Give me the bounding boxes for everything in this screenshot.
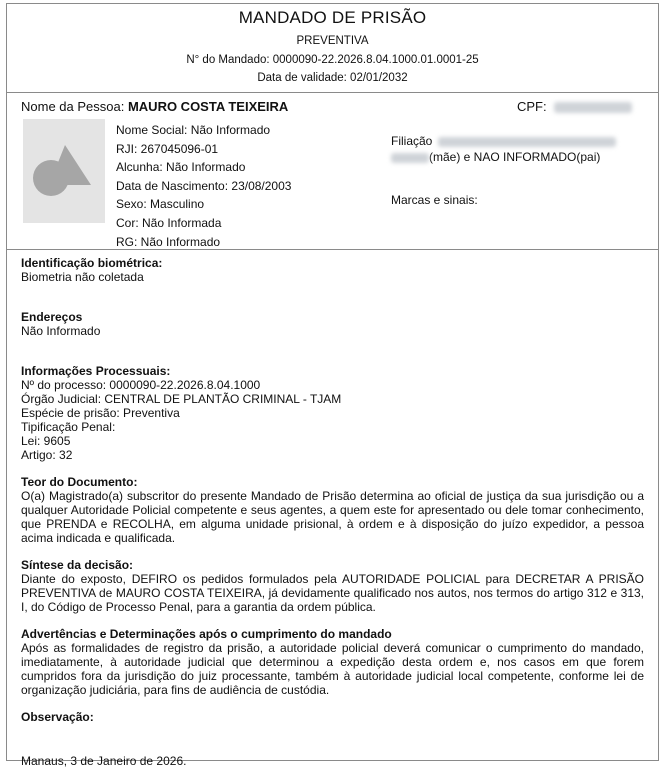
sintese-text: Diante do exposto, DEFIRO os pedidos formulados pela AUTORIDADE POLICIAL para DECRETAR A PRISÃO PREVENTIVA de MAURO COSTA TEIXEIRA, já devidamente qualificado nos autos, nos termos do artigo 312 e 313, I, do Código de Processo Penal, para a garantia da ordem pública. xyxy=(21,572,644,614)
document-title: MANDADO DE PRISÃO xyxy=(238,8,427,27)
especie-prisao: Espécie de prisão: Preventiva xyxy=(21,406,180,420)
enderecos-text: Não Informado xyxy=(21,324,101,338)
section-teor xyxy=(21,475,644,545)
section-advertencias xyxy=(21,627,644,697)
section-biometria xyxy=(21,256,644,284)
biometria-text: Biometria não coletada xyxy=(21,270,144,284)
filiacao-redacted-1 xyxy=(438,137,616,147)
section-sintese xyxy=(21,558,644,614)
person-name: MAURO COSTA TEIXEIRA xyxy=(127,99,289,114)
field-cor: Cor: Não Informada xyxy=(116,215,222,230)
field-alcunha: Alcunha: Não Informado xyxy=(116,160,246,175)
observacao-title: Observação: xyxy=(21,710,94,724)
advertencias-title: Advertências e Determinações após o cumprimento do mandado xyxy=(21,627,392,641)
document-header xyxy=(7,4,658,93)
placeholder-shapes-icon xyxy=(31,141,97,199)
section-observacao xyxy=(21,710,644,724)
processuais-title: Informações Processuais: xyxy=(21,364,171,378)
document-subtitle: PREVENTIVA xyxy=(296,35,369,47)
field-rg: RG: Não Informado xyxy=(116,234,221,249)
marcas-sinais: Marcas e sinais: xyxy=(391,193,478,207)
filiacao-rest: (mãe) e NAO INFORMADO(pai) xyxy=(429,150,601,164)
warrant-document xyxy=(6,3,659,768)
field-sexo: Sexo: Masculino xyxy=(116,197,205,212)
document-date: Manaus, 3 de Janeiro de 2026. xyxy=(21,754,187,768)
filiacao-redacted-2 xyxy=(391,153,429,163)
tipificacao-penal: Tipificação Penal: xyxy=(21,420,116,434)
person-name-label: Nome da Pessoa: xyxy=(21,99,125,114)
section-processuais xyxy=(21,364,644,462)
person-section xyxy=(7,93,658,250)
teor-text: O(a) Magistrado(a) subscritor do presente Mandado de Prisão determina ao oficial de justiça da sua jurisdição ou a qualquer Autoridade Policial competente e seus agentes, a quem este for apresentado ou dele tomar conhecimento, que PRENDA e RECOLHA, em alguma unidade prisional, à ordem e à disposição do juízo expedidor, a pessoa acima indicada e qualificada. xyxy=(21,489,644,545)
cpf-redacted xyxy=(554,102,632,113)
person-photo-placeholder xyxy=(23,119,105,223)
orgao-judicial: Órgão Judicial: CENTRAL DE PLANTÃO CRIMINAL - TJAM xyxy=(21,392,342,406)
person-name-line xyxy=(21,99,288,114)
advertencias-text: Após as formalidades de registro da prisão, a autoridade policial deverá comunicar o cumprimento do mandado, imediatamente, à autoridade judicial que determinou a expedição desta ordem e, nos casos em que forem cumpridos fora da jurisdição do juiz processante, também à autoridade judicial local competente, conforme lei de organização judiciária, para fins de audiência de custódia. xyxy=(21,641,644,697)
mandado-number: N° do Mandado: 0000090-22.2026.8.04.1000.01.0001-25 xyxy=(186,54,479,66)
teor-title: Teor do Documento: xyxy=(21,475,138,489)
biometria-title: Identificação biométrica: xyxy=(21,256,163,270)
artigo: Artigo: 32 xyxy=(21,448,73,462)
filiacao-block xyxy=(391,133,616,165)
lei: Lei: 9605 xyxy=(21,434,71,448)
section-enderecos xyxy=(21,310,644,338)
field-nascimento: Data de Nascimento: 23/08/2003 xyxy=(116,178,292,193)
sintese-title: Síntese da decisão: xyxy=(21,558,134,572)
field-nome-social: Nome Social: Não Informado xyxy=(116,123,271,137)
document-body xyxy=(7,250,658,768)
cpf-line xyxy=(517,99,632,114)
filiacao-label: Filiação xyxy=(391,134,433,148)
field-rji: RJI: 267045096-01 xyxy=(116,141,219,156)
processo-number: Nº do processo: 0000090-22.2026.8.04.1000 xyxy=(21,378,261,392)
validity-date: Data de validade: 02/01/2032 xyxy=(257,72,408,84)
cpf-label: CPF: xyxy=(517,99,547,114)
person-fields xyxy=(116,121,291,251)
enderecos-title: Endereços xyxy=(21,310,83,324)
